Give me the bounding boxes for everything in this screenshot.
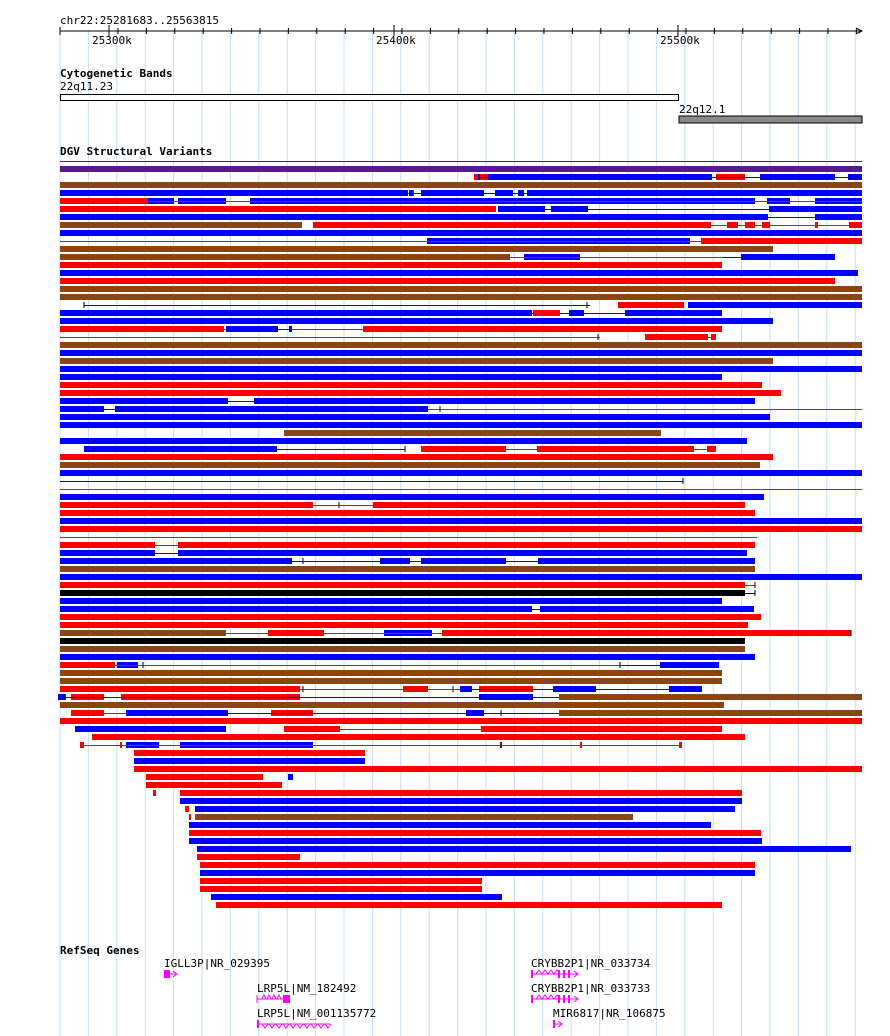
dgv-variant-block bbox=[60, 518, 862, 524]
dgv-variant-block bbox=[60, 358, 773, 364]
gene-exon bbox=[531, 995, 533, 1003]
dgv-variant-block bbox=[60, 526, 862, 532]
gene-intron-chevron-icon bbox=[262, 995, 266, 999]
dgv-variant-block bbox=[60, 342, 862, 348]
dgv-variant-block bbox=[200, 886, 482, 892]
cytoband-label: 22q11.23 bbox=[60, 80, 113, 93]
dgv-variant-block bbox=[618, 302, 684, 308]
dgv-variant-block bbox=[200, 870, 755, 876]
dgv-variant-block bbox=[92, 734, 745, 740]
dgv-variant-block bbox=[60, 350, 862, 356]
gene-intron-chevron-icon bbox=[297, 1024, 303, 1028]
dgv-variant-block bbox=[60, 678, 722, 684]
dgv-variant-block bbox=[60, 382, 762, 388]
gene-exon bbox=[563, 970, 565, 978]
gene-intron-chevron-icon bbox=[277, 995, 281, 999]
dgv-variant-block bbox=[60, 614, 761, 620]
gene-intron-chevron-icon bbox=[318, 1024, 324, 1028]
dgv-variant-block bbox=[60, 566, 755, 572]
dgv-variant-block bbox=[185, 806, 189, 812]
gene-exon bbox=[531, 970, 533, 978]
dgv-variant-block bbox=[60, 230, 862, 236]
dgv-variant-block bbox=[180, 798, 742, 804]
dgv-variant-block bbox=[189, 830, 761, 836]
dgv-variant-block bbox=[688, 302, 862, 308]
gene-intron-chevron-icon bbox=[283, 1024, 289, 1028]
dgv-variant-block bbox=[180, 790, 742, 796]
dgv-variant-block bbox=[60, 390, 781, 396]
dgv-variant-block bbox=[60, 318, 773, 324]
cytoband-label: 22q12.1 bbox=[679, 103, 726, 116]
gene-exon bbox=[563, 995, 565, 1003]
dgv-variant-block bbox=[60, 222, 302, 228]
dgv-variant-block bbox=[60, 510, 755, 516]
dgv-variant-block bbox=[559, 694, 862, 700]
dgv-variant-block bbox=[134, 750, 365, 756]
dgv-variant-block bbox=[60, 278, 835, 284]
dgv-variant-block bbox=[146, 782, 282, 788]
dgv-variant-block bbox=[195, 806, 735, 812]
dgv-variant-block bbox=[474, 174, 478, 180]
dgv-variant-block bbox=[195, 814, 633, 820]
gene-intron-chevron-icon bbox=[267, 995, 271, 999]
dgv-variant-block bbox=[60, 654, 755, 660]
dgv-variant-block bbox=[60, 166, 862, 172]
gene-label[interactable]: CRYBB2P1|NR_033734 bbox=[531, 957, 651, 970]
gene-intron-chevron-icon bbox=[290, 1024, 296, 1028]
dgv-variant-block bbox=[75, 726, 226, 732]
dgv-variant-block bbox=[153, 790, 156, 796]
ruler-tick-label: 25500k bbox=[660, 34, 700, 47]
gene-intron-chevron-icon bbox=[536, 970, 542, 974]
dgv-variant-block bbox=[60, 494, 764, 500]
dgv-variant-block bbox=[197, 846, 851, 852]
gene-label[interactable]: IGLL3P|NR_029395 bbox=[164, 957, 270, 970]
dgv-variant-block bbox=[60, 374, 722, 380]
ruler-tick-label: 25300k bbox=[92, 34, 132, 47]
dgv-variant-block bbox=[60, 462, 760, 468]
dgv-variant-block bbox=[60, 646, 745, 652]
gene-intron-chevron-icon bbox=[325, 1024, 331, 1028]
dgv-variant-block bbox=[284, 430, 661, 436]
dgv-variant-block bbox=[60, 270, 858, 276]
dgv-variant-block bbox=[60, 630, 226, 636]
dgv-variant-block bbox=[211, 894, 502, 900]
dgv-variant-block bbox=[60, 262, 722, 268]
dgv-variant-block bbox=[60, 622, 748, 628]
ruler-range-label: chr22:25281683..25563815 bbox=[60, 14, 219, 27]
dgv-track-title[interactable]: DGV Structural Variants bbox=[60, 145, 213, 158]
gene-label[interactable]: LRP5L|NM_001135772 bbox=[257, 1007, 377, 1020]
gene-intron-chevron-icon bbox=[548, 970, 554, 974]
dgv-variant-block bbox=[60, 574, 862, 580]
cytoband-22q11-23 bbox=[61, 95, 679, 101]
dgv-variant-block bbox=[189, 838, 762, 844]
dgv-variant-block bbox=[60, 670, 722, 676]
dgv-variant-block bbox=[189, 814, 191, 820]
gene-exon bbox=[283, 995, 290, 1003]
dgv-variant-block bbox=[216, 902, 722, 908]
gene-intron-chevron-icon bbox=[262, 1024, 268, 1028]
dgv-variant-block bbox=[533, 310, 560, 316]
dgv-variant-block bbox=[60, 702, 724, 708]
dgv-variant-block bbox=[200, 878, 482, 884]
dgv-variant-block bbox=[60, 438, 747, 444]
dgv-variant-block bbox=[189, 822, 711, 828]
dgv-variant-block bbox=[60, 366, 862, 372]
dgv-variant-block bbox=[60, 598, 722, 604]
gene-exon bbox=[568, 995, 570, 1003]
refseq-track-title[interactable]: RefSeq Genes bbox=[60, 944, 140, 957]
gene-label[interactable]: LRP5L|NM_182492 bbox=[257, 982, 357, 995]
dgv-variant-block bbox=[60, 638, 745, 644]
dgv-variant-block bbox=[60, 662, 115, 668]
gene-label[interactable]: MIR6817|NR_106875 bbox=[553, 1007, 666, 1020]
gene-intron-chevron-icon bbox=[548, 995, 554, 999]
gene-exon bbox=[553, 1020, 555, 1028]
gene-exon bbox=[164, 970, 170, 978]
gene-intron-chevron-icon bbox=[269, 1024, 275, 1028]
dgv-variant-block bbox=[559, 710, 862, 716]
ruler-tick-label: 25400k bbox=[376, 34, 416, 47]
gene-label[interactable]: CRYBB2P1|NR_033733 bbox=[531, 982, 651, 995]
dgv-variant-block bbox=[409, 190, 413, 196]
dgv-variant-block bbox=[60, 294, 862, 300]
dgv-variant-block bbox=[60, 454, 773, 460]
dgv-variant-block bbox=[60, 246, 773, 252]
dgv-variant-block bbox=[60, 286, 862, 292]
dgv-variant-block bbox=[197, 854, 300, 860]
cytoband-22q12-1 bbox=[679, 116, 862, 123]
dgv-variant-block bbox=[60, 470, 862, 476]
gene-intron-chevron-icon bbox=[276, 1024, 282, 1028]
dgv-variant-block bbox=[134, 766, 862, 772]
gene-intron-chevron-icon bbox=[536, 995, 542, 999]
dgv-variant-block bbox=[60, 422, 862, 428]
dgv-variant-block bbox=[60, 414, 770, 420]
dgv-variant-block bbox=[60, 182, 862, 188]
dgv-variant-block bbox=[200, 862, 755, 868]
dgv-variant-block bbox=[288, 774, 293, 780]
cytoband-track-title[interactable]: Cytogenetic Bands bbox=[60, 67, 173, 80]
gene-intron-chevron-icon bbox=[272, 995, 276, 999]
gene-exon bbox=[568, 970, 570, 978]
gene-intron-chevron-icon bbox=[304, 1024, 310, 1028]
dgv-variant-block bbox=[60, 206, 496, 212]
gene-exon bbox=[257, 1020, 259, 1028]
dgv-variant-block bbox=[134, 758, 365, 764]
